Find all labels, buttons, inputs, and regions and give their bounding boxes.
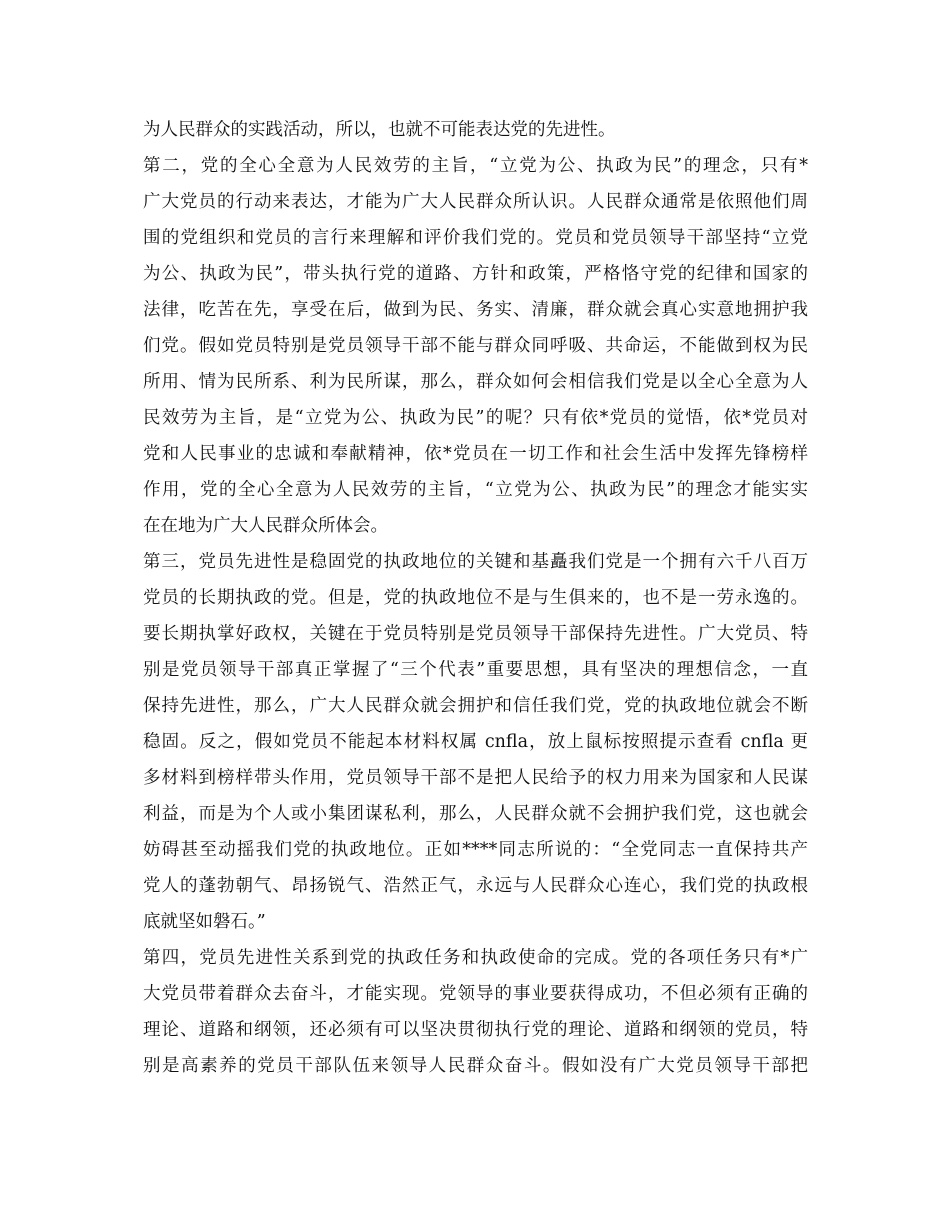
text-line: 底就坚如磐石。” <box>143 912 266 932</box>
text-line: 为人民群众的实践活动，所以，也就不可能表达党的先进性。 <box>143 120 616 140</box>
text-line: 第二，党的全心全意为人民效劳的主旨，“立党为公、执政为民”的理念，只有* <box>143 156 808 176</box>
text-line: 党人的蓬勃朝气、昂扬锐气、浩然正气，永远与人民群众心连心，我们党的执政根 <box>143 876 808 896</box>
text-line: 法律，吃苦在先，享受在后，做到为民、务实、清廉，群众就会真心实意地拥护我 <box>143 300 808 320</box>
text-line: 在在地为广大人民群众所体会。 <box>143 516 388 536</box>
text-line: 要长期执掌好政权，关键在于党员特别是党员领导干部保持先进性。广大党员、特 <box>143 624 808 644</box>
text-line: 别是高素养的党员干部队伍来领导人民群众奋斗。假如没有广大党员领导干部把 <box>143 1056 808 1076</box>
text-line: 大党员带着群众去奋斗，才能实现。党领导的事业要获得成功，不但必须有正确的 <box>143 984 808 1004</box>
text-line: 为公、执政为民”，带头执行党的道路、方针和政策，严格恪守党的纪律和国家的 <box>143 264 808 284</box>
text-line: 理论、道路和纲领，还必须有可以坚决贯彻执行党的理论、道路和纲领的党员，特 <box>143 1020 808 1040</box>
text-line: 党员的长期执政的党。但是，党的执政地位不是与生俱来的，也不是一劳永逸的。 <box>143 588 808 608</box>
text-line: 围的党组织和党员的言行来理解和评价我们党的。党员和党员领导干部坚持“立党 <box>143 228 808 248</box>
text-line: 民效劳为主旨，是“立党为公、执政为民”的呢？只有依*党员的觉悟，依*党员对 <box>143 408 808 428</box>
text-line: 党和人民事业的忠诚和奉献精神，依*党员在一切工作和社会生活中发挥先锋榜样 <box>143 444 808 464</box>
text-line: 别是党员领导干部真正掌握了“三个代表”重要思想，具有坚决的理想信念，一直 <box>143 660 808 680</box>
text-line: 保持先进性，那么，广大人民群众就会拥护和信任我们党，党的执政地位就会不断 <box>143 696 808 716</box>
text-line: 第四，党员先进性关系到党的执政任务和执政使命的完成。党的各项任务只有*广 <box>143 948 808 968</box>
document-body <box>143 112 808 1084</box>
text-line: 利益，而是为个人或小集团谋私利，那么，人民群众就不会拥护我们党，这也就会 <box>143 804 808 824</box>
text-line: 稳固。反之，假如党员不能起本材料权属 cnfla，放上鼠标按照提示查看 cnfla 更 <box>143 732 808 752</box>
text-line: 多材料到榜样带头作用，党员领导干部不是把人民给予的权力用来为国家和人民谋 <box>143 768 808 788</box>
text-line: 所用、情为民所系、利为民所谋，那么，群众如何会相信我们党是以全心全意为人 <box>143 372 808 392</box>
text-line: 作用，党的全心全意为人民效劳的主旨，“立党为公、执政为民”的理念才能实实 <box>143 480 808 500</box>
text-line: 广大党员的行动来表达，才能为广大人民群众所认识。人民群众通常是依照他们周 <box>143 192 808 212</box>
text-line: 第三，党员先进性是稳固党的执政地位的关键和基矗我们党是一个拥有六千八百万 <box>143 552 808 572</box>
text-line: 们党。假如党员特别是党员领导干部不能与群众同呼吸、共命运，不能做到权为民 <box>143 336 808 356</box>
text-line: 妨碍甚至动摇我们党的执政地位。正如****同志所说的：“全党同志一直保持共产 <box>143 840 808 860</box>
